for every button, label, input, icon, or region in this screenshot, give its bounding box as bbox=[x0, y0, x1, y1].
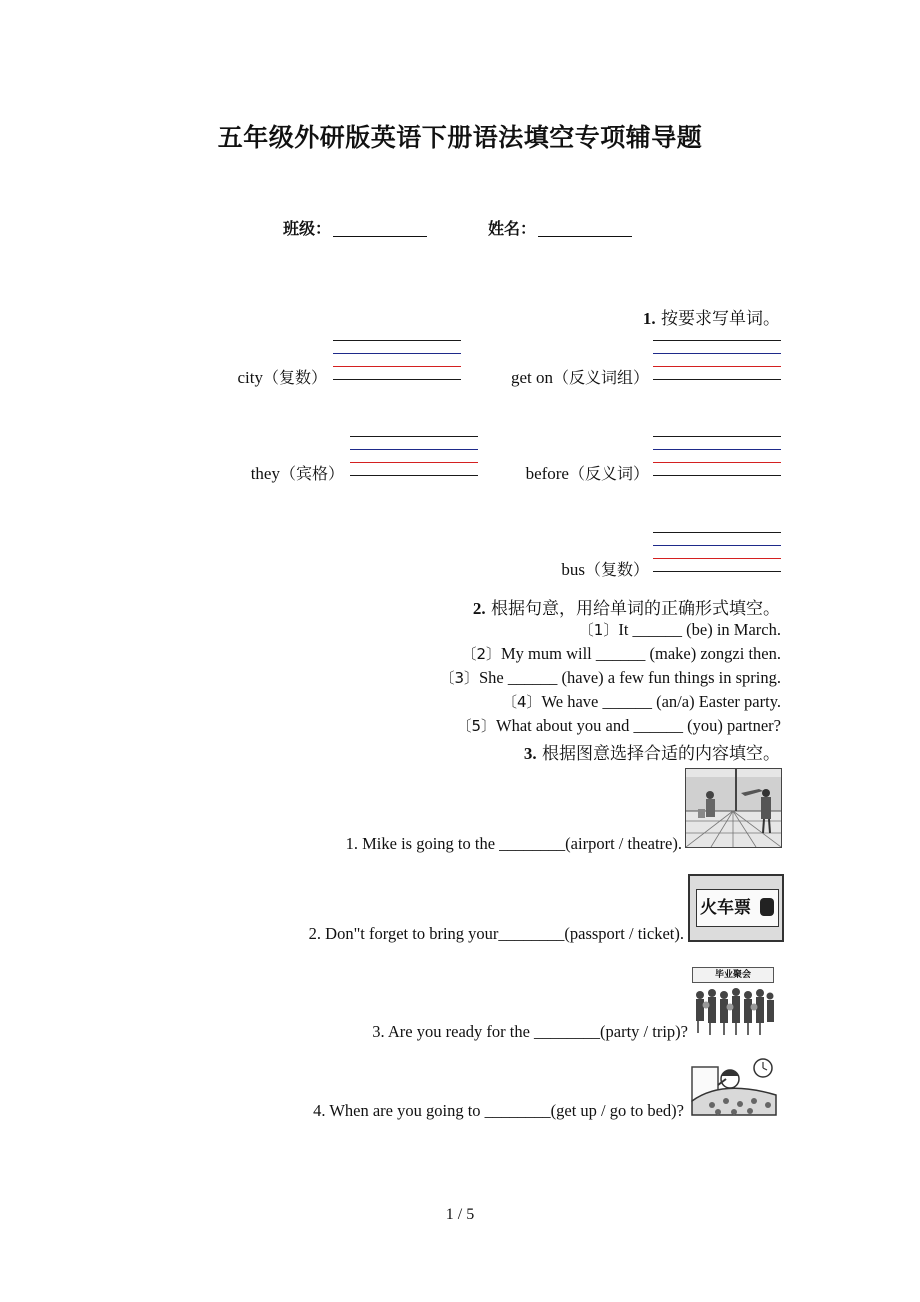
fill-question-2 bbox=[461, 643, 781, 664]
word: bus bbox=[561, 560, 585, 579]
picture-question-3[interactable]: 3. Are you ready for the ________(party / trip)? bbox=[372, 1022, 688, 1041]
word-hint: （复数） bbox=[262, 368, 327, 387]
bedroom-image bbox=[690, 1057, 777, 1117]
section1-heading bbox=[643, 304, 780, 329]
name-label: 姓名： bbox=[488, 219, 537, 238]
writing-lines-bus[interactable] bbox=[653, 532, 781, 572]
question-number: 〔1〕 bbox=[578, 621, 619, 639]
question-text[interactable]: We have ______ (an/a) Easter party. bbox=[541, 692, 781, 711]
section2-heading bbox=[473, 594, 780, 619]
page-number: 1 / 5 bbox=[445, 1206, 475, 1223]
word-item-they bbox=[251, 461, 344, 484]
fill-question-5 bbox=[456, 715, 781, 736]
writing-lines-they[interactable] bbox=[350, 436, 478, 476]
ticket-sign-text: 火车票 bbox=[700, 898, 751, 918]
fill-question-4 bbox=[502, 691, 781, 712]
section2-heading-text: 根据句意，用给单词的正确形式填空。 bbox=[491, 599, 780, 619]
word-hint: （宾格） bbox=[279, 464, 344, 483]
question-number: 〔3〕 bbox=[439, 669, 479, 687]
section2-number: 2. bbox=[472, 599, 486, 618]
question-text[interactable]: It ______ (be) in March. bbox=[618, 620, 781, 639]
question-number: 〔4〕 bbox=[501, 693, 542, 711]
question-number: 〔2〕 bbox=[461, 645, 501, 663]
section1-number: 1. bbox=[642, 309, 656, 328]
word-item-get-on bbox=[511, 365, 649, 388]
word-item-before bbox=[526, 461, 649, 484]
word: city bbox=[237, 368, 263, 387]
word: they bbox=[250, 464, 280, 483]
name-field bbox=[488, 216, 632, 239]
class-field bbox=[283, 216, 427, 239]
page-title: 五年级外研版英语下册语法填空专项辅导题 bbox=[217, 123, 703, 152]
train-icon bbox=[760, 898, 774, 916]
class-label: 班级： bbox=[283, 219, 332, 238]
picture-question-1[interactable]: 1. Mike is going to the ________(airport / theatre). bbox=[345, 834, 682, 853]
party-banner-text: 毕业聚会 bbox=[714, 970, 751, 980]
writing-lines-before[interactable] bbox=[653, 436, 781, 476]
picture-question-4[interactable]: 4. When are you going to ________(get up / go to bed)? bbox=[313, 1101, 684, 1120]
train-ticket-image bbox=[688, 874, 784, 942]
fill-question-1 bbox=[579, 619, 781, 640]
word-hint: （反义词组） bbox=[552, 368, 649, 387]
airport-image bbox=[685, 768, 782, 848]
word-item-bus bbox=[561, 557, 649, 580]
section3-heading-text: 根据图意选择合适的内容填空。 bbox=[542, 744, 780, 764]
question-text[interactable]: She ______ (have) a few fun things in spring. bbox=[479, 668, 781, 687]
word: get on bbox=[510, 368, 553, 387]
question-number: 〔5〕 bbox=[456, 717, 496, 735]
word-hint: （复数） bbox=[584, 560, 649, 579]
word: before bbox=[525, 464, 569, 483]
name-blank[interactable] bbox=[538, 220, 632, 237]
picture-question-2[interactable]: 2. Don"t forget to bring your________(passport / ticket). bbox=[308, 924, 684, 943]
class-blank[interactable] bbox=[333, 220, 427, 237]
question-text[interactable]: What about you and ______ (you) partner? bbox=[496, 716, 781, 735]
party-image bbox=[690, 965, 775, 1038]
fill-question-3 bbox=[439, 667, 781, 688]
question-text[interactable]: My mum will ______ (make) zongzi then. bbox=[501, 644, 781, 663]
section3-heading bbox=[524, 739, 780, 764]
section1-heading-text: 按要求写单词。 bbox=[661, 309, 780, 329]
section3-number: 3. bbox=[523, 744, 537, 763]
writing-lines-city[interactable] bbox=[333, 340, 461, 380]
word-hint: （反义词） bbox=[568, 464, 649, 483]
word-item-city bbox=[237, 365, 327, 388]
writing-lines-get-on[interactable] bbox=[653, 340, 781, 380]
